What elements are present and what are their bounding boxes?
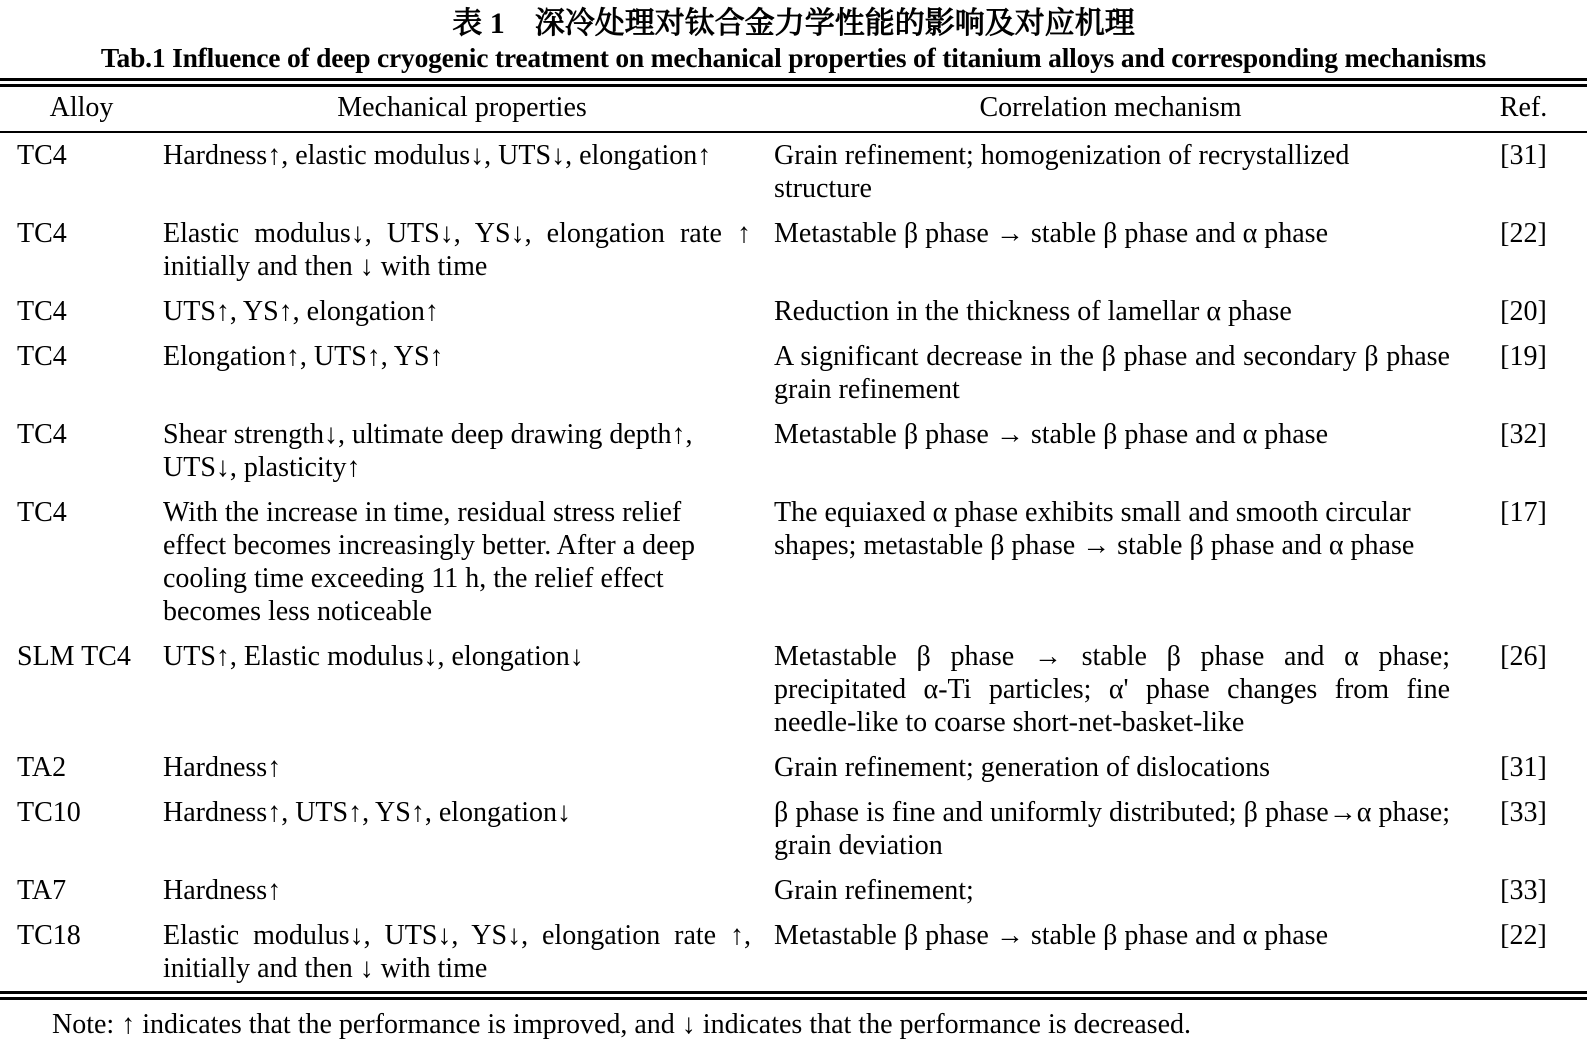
table-header-row bbox=[0, 87, 1587, 132]
table-row bbox=[0, 868, 1587, 913]
correlation-mechanism-cell: Grain refinement; bbox=[774, 875, 974, 906]
correlation-mechanism-cell: Grain refinement; homogenization of recrystallized structure bbox=[774, 140, 1350, 204]
table-row bbox=[0, 634, 1587, 745]
mechanical-properties-cell: Elongation↑, UTS↑, YS↑ bbox=[163, 341, 444, 372]
col-header-correlation-mechanism: Correlation mechanism bbox=[761, 87, 1460, 132]
table-row bbox=[0, 334, 1587, 412]
correlation-mechanism-cell: Metastable β phase → stable β phase and α phase; precipitated α-Ti particles; α' phase changes from fine needle-like to coarse short-net-basket-like bbox=[774, 641, 1450, 738]
ref-cell: [22] bbox=[1500, 920, 1547, 951]
alloy-cell: TC4 bbox=[17, 140, 67, 171]
table-note: Note: ↑ indicates that the performance is improved, and ↓ indicates that the performance is decreased. bbox=[52, 1009, 1192, 1040]
ref-cell: [26] bbox=[1500, 641, 1547, 672]
correlation-mechanism-cell: Metastable β phase → stable β phase and α phase bbox=[774, 218, 1328, 249]
correlation-mechanism-cell: Metastable β phase → stable β phase and α phase bbox=[774, 419, 1328, 450]
alloy-cell: TC4 bbox=[17, 296, 67, 327]
mechanical-properties-cell: Hardness↑, UTS↑, YS↑, elongation↓ bbox=[163, 797, 572, 828]
ref-cell: [32] bbox=[1500, 419, 1547, 450]
table-row bbox=[0, 790, 1587, 868]
table-bottom-rule bbox=[0, 991, 1587, 1000]
correlation-mechanism-cell: β phase is fine and uniformly distributed; β phase→α phase; grain deviation bbox=[774, 797, 1450, 861]
alloy-cell: TC4 bbox=[17, 419, 67, 450]
ref-cell: [20] bbox=[1500, 296, 1547, 327]
ref-cell: [19] bbox=[1500, 341, 1547, 372]
col-header-mechanical-properties: Mechanical properties bbox=[163, 87, 761, 132]
table-row bbox=[0, 132, 1587, 211]
ref-cell: [22] bbox=[1500, 218, 1547, 249]
table-top-rule bbox=[0, 78, 1587, 87]
col-header-alloy: Alloy bbox=[0, 87, 163, 132]
table-row bbox=[0, 289, 1587, 334]
correlation-mechanism-cell: Metastable β phase → stable β phase and α phase bbox=[774, 920, 1328, 951]
ref-cell: [33] bbox=[1500, 797, 1547, 828]
mechanical-properties-cell: Hardness↑ bbox=[163, 875, 282, 906]
cryogenic-treatment-table bbox=[0, 87, 1587, 991]
ref-cell: [17] bbox=[1500, 497, 1547, 528]
table-row bbox=[0, 211, 1587, 289]
alloy-cell: SLM TC4 bbox=[17, 641, 131, 672]
table-title-english: Tab.1 Influence of deep cryogenic treatment on mechanical properties of titanium alloys and corresponding mechanisms bbox=[100, 42, 1487, 73]
mechanical-properties-cell: With the increase in time, residual stress relief effect becomes increasingly better. After a deep cooling time exceeding 11 h, the relief effect becomes less noticeable bbox=[163, 497, 696, 627]
correlation-mechanism-cell: The equiaxed α phase exhibits small and smooth circular shapes; metastable β phase → stable β phase and α phase bbox=[774, 497, 1415, 561]
table-row bbox=[0, 913, 1587, 991]
table-row bbox=[0, 745, 1587, 790]
alloy-cell: TA2 bbox=[17, 752, 67, 783]
ref-cell: [31] bbox=[1500, 752, 1547, 783]
table-row bbox=[0, 412, 1587, 490]
mechanical-properties-cell: Elastic modulus↓, UTS↓, YS↓, elongation rate ↑ initially and then ↓ with time bbox=[163, 218, 751, 282]
alloy-cell: TC4 bbox=[17, 497, 67, 528]
mechanical-properties-cell: UTS↑, Elastic modulus↓, elongation↓ bbox=[163, 641, 584, 672]
mechanical-properties-cell: Hardness↑ bbox=[163, 752, 282, 783]
col-header-ref: Ref. bbox=[1460, 87, 1587, 132]
alloy-cell: TC4 bbox=[17, 218, 67, 249]
mechanical-properties-cell: Hardness↑, elastic modulus↓, UTS↓, elongation↑ bbox=[163, 140, 712, 171]
table-body bbox=[0, 132, 1587, 991]
alloy-cell: TA7 bbox=[17, 875, 67, 906]
correlation-mechanism-cell: Grain refinement; generation of dislocations bbox=[774, 752, 1271, 783]
alloy-cell: TC4 bbox=[17, 341, 67, 372]
table-row bbox=[0, 490, 1587, 634]
mechanical-properties-cell: Elastic modulus↓, UTS↓, YS↓, elongation rate ↑, initially and then ↓ with time bbox=[163, 920, 751, 984]
correlation-mechanism-cell: A significant decrease in the β phase and secondary β phase grain refinement bbox=[774, 341, 1450, 405]
alloy-cell: TC10 bbox=[17, 797, 81, 828]
ref-cell: [33] bbox=[1500, 875, 1547, 906]
ref-cell: [31] bbox=[1500, 140, 1547, 171]
mechanical-properties-cell: Shear strength↓, ultimate deep drawing depth↑, UTS↓, plasticity↑ bbox=[163, 419, 693, 483]
paper-table-figure bbox=[0, 5, 1587, 1041]
table-title-chinese: 表 1 深冷处理对钛合金力学性能的影响及对应机理 bbox=[452, 7, 1135, 40]
correlation-mechanism-cell: Reduction in the thickness of lamellar α phase bbox=[774, 296, 1292, 327]
mechanical-properties-cell: UTS↑, YS↑, elongation↑ bbox=[163, 296, 439, 327]
alloy-cell: TC18 bbox=[17, 920, 81, 951]
